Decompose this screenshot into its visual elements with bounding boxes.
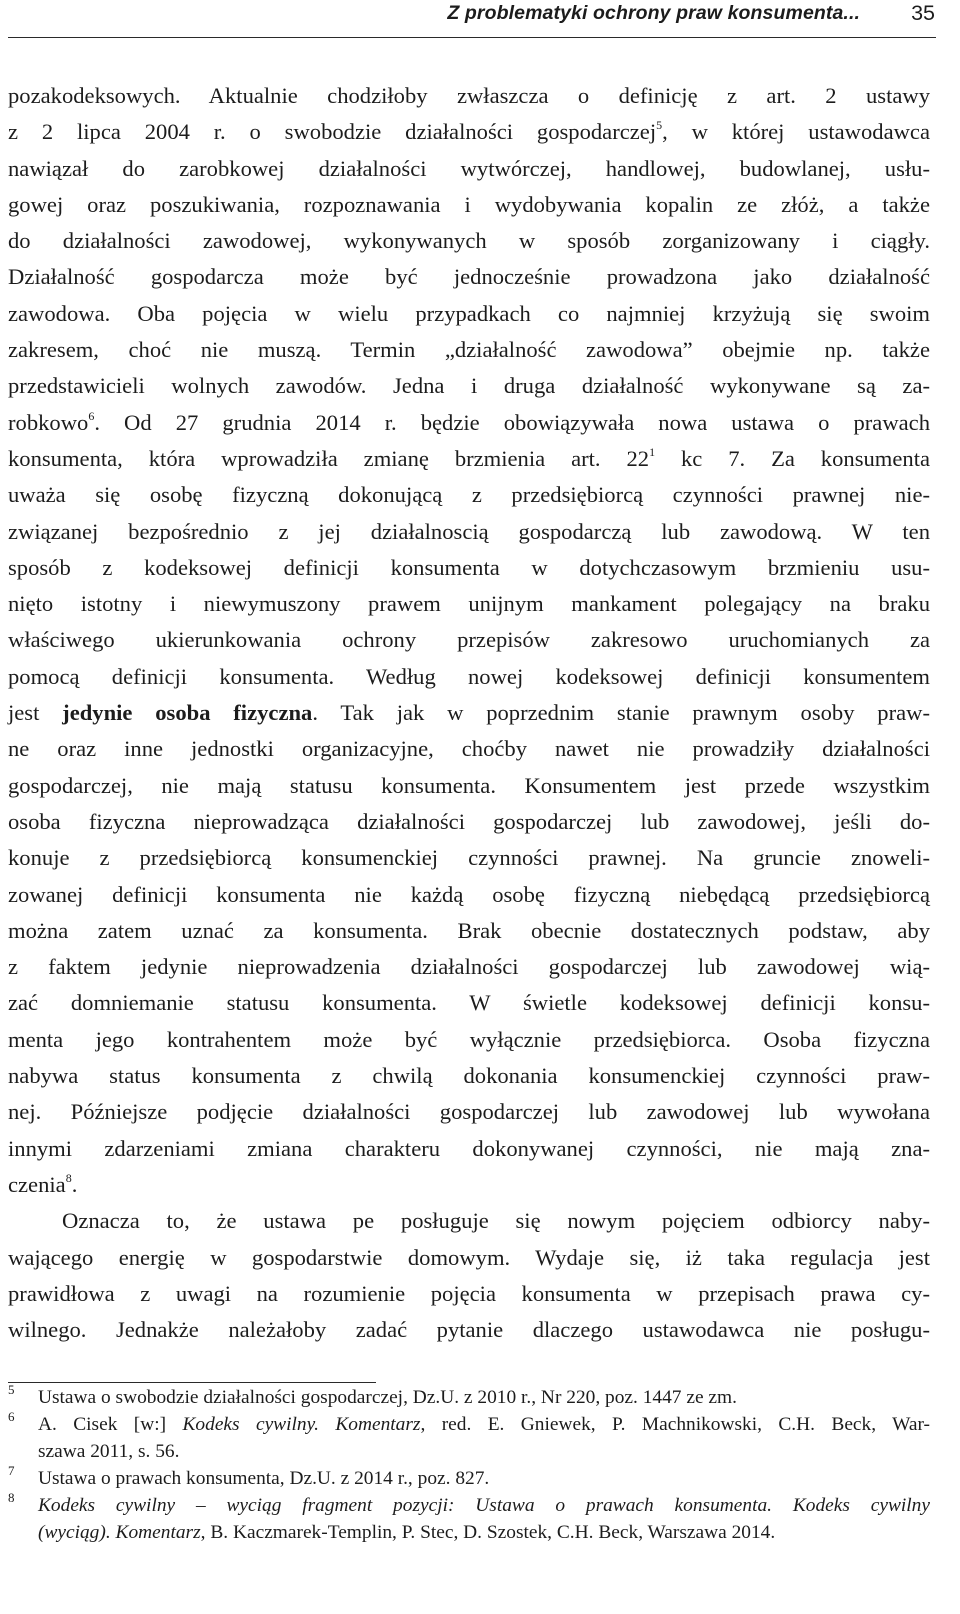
text-line: innymi zdarzeniami zmiana charakteru dokonywanej czynności, nie mają zna- xyxy=(8,1135,930,1161)
footnote-6: 6 A. Cisek [w:] Kodeks cywilny. Komentarz, red. E. Gniewek, P. Machnikowski, C.H. Beck, War- xyxy=(8,1409,930,1435)
footnote-8: 8 Kodeks cywilny – wyciąg fragment pozycji: Ustawa o prawach konsumenta. Kodeks cywilny xyxy=(8,1490,930,1516)
text-line: prawidłowa z uwagi na rozumienie pojęcia konsumenta w przepisach prawa cy- xyxy=(8,1280,930,1306)
page-number: 35 xyxy=(911,1,935,25)
page-header xyxy=(8,0,936,38)
footnote-number: 5 xyxy=(8,1382,15,1397)
text-line: osoba fizyczna nieprowadząca działalności gospodarczej lub zawodowej, jeśli do- xyxy=(8,808,930,834)
text-line: zawodowa. Oba pojęcia w wielu przypadkach co najmniej krzyżują się swoim xyxy=(8,300,930,326)
text-line: gospodarczej, nie mają statusu konsumenta. Konsumentem jest przede wszystkim xyxy=(8,772,930,798)
text-line: uważa się osobę fizyczną dokonującą z przedsiębiorcą czynności prawnej nie- xyxy=(8,482,930,508)
footnote-number: 7 xyxy=(8,1463,15,1478)
text-line: konsumenta, która wprowadziła zmianę brzmienia art. $22^1$ kc 7. Za konsumenta xyxy=(8,444,930,471)
body-text xyxy=(8,78,930,1348)
text-line: związanej bezpośrednio z jej działalnoscią gospodarczą lub zawodową. W ten xyxy=(8,518,930,544)
text-line: nięto istotny i niewymuszony prawem unijnym mankament polegający na braku xyxy=(8,591,930,617)
text-line: pomocą definicji konsumenta. Według nowej kodeksowej definicji konsumentem xyxy=(8,663,930,689)
text-line: nabywa status konsumenta z chwilą dokonania konsumenckiej czynności praw- xyxy=(8,1063,930,1089)
footnote-6-cont: szawa 2011, s. 56. xyxy=(38,1441,180,1462)
text-line: wającego energię w gospodarstwie domowym. Wydaje się, iż taka regulacja jest xyxy=(8,1244,930,1270)
text-line: pozakodeksowych. Aktualnie chodziłoby zwłaszcza o definicję z art. 2 ustawy xyxy=(8,83,930,108)
text-line: zać domniemanie statusu konsumenta. W świetle kodeksowej definicji konsu- xyxy=(8,990,930,1016)
footnote-separator xyxy=(8,1382,376,1383)
text-line: robkowo$^6$. Od 27 grudnia 2014 r. będzie obowiązywała nowa ustawa o prawach xyxy=(8,408,930,435)
footnote-ref[interactable]: 8 xyxy=(65,1170,72,1185)
text-line: gowej oraz poszukiwania, rozpoznawania i wydobywania kopalin ze złóż, a także xyxy=(8,191,930,217)
text-line: konuje z przedsiębiorcą konsumenckiej czynności prawnej. Na gruncie znoweli- xyxy=(8,845,930,871)
text-line: nej. Późniejsze podjęcie działalności gospodarczej lub zawodowej lub wywołana xyxy=(8,1099,930,1125)
text-line: jest jedynie osoba fizyczna. Tak jak w poprzednim stanie prawnym osoby praw- xyxy=(8,700,930,726)
text-line: z 2 lipca 2004 r. o swobodzie działalności gospodarczej$^5$, w której ustawodawca xyxy=(8,118,930,145)
text-line: właściwego ukierunkowania ochrony przepisów zakresowo uruchomianych za xyxy=(8,627,930,653)
text-line: można zatem uznać za konsumenta. Brak obecnie dostatecznych podstaw, aby xyxy=(8,917,930,943)
text-line: Oznacza to, że ustawa pe posługuje się nowym pojęciem odbiorcy naby- xyxy=(62,1208,930,1234)
text-line: do działalności zawodowej, wykonywanych w sposób zorganizowany i ciągły. xyxy=(8,228,930,254)
footnote-8-cont: (wyciąg). Komentarz, B. Kaczmarek-Templin, P. Stec, D. Szostek, C.H. Beck, Warszawa 2014. xyxy=(38,1522,776,1543)
text-line: wilnego. Jednakże należałoby zadać pytanie dlaczego ustawodawca nie posługu- xyxy=(8,1317,930,1343)
text-line: zowanej definicji konsumenta nie każdą osobę fizyczną niebędącą przedsiębiorcą xyxy=(8,881,930,907)
bold-phrase: jedynie osoba fizyczna xyxy=(62,700,313,726)
footnote-ref[interactable]: 5 xyxy=(656,118,663,133)
text-line: czenia$^8$. xyxy=(8,1170,78,1197)
footnote-7: 7 Ustawa o prawach konsumenta, Dz.U. z 2014 r., poz. 827. xyxy=(8,1463,490,1489)
footnote-5: 5 Ustawa o swobodzie działalności gospodarczej, Dz.U. z 2010 r., Nr 220, poz. 1447 ze zm. xyxy=(8,1382,737,1408)
footnote-number: 8 xyxy=(8,1490,15,1505)
text-line: z faktem jedynie nieprowadzenia działalności gospodarczej lub zawodowej wią- xyxy=(8,954,930,980)
superscript: 1 xyxy=(649,444,656,459)
footnotes xyxy=(8,1384,930,1546)
text-line: przedstawicieli wolnych zawodów. Jedna i druga działalność wykonywane są za- xyxy=(8,373,930,399)
text-line: ne oraz inne jednostki organizacyjne, choćby nawet nie prowadziły działalności xyxy=(8,736,930,762)
text-line: nawiązał do zarobkowej działalności wytwórczej, handlowej, budowlanej, usłu- xyxy=(8,155,930,181)
footnote-ref[interactable]: 6 xyxy=(88,408,95,423)
text-line: zakresem, choć nie muszą. Termin „działalność zawodowa” obejmie np. także xyxy=(8,337,930,363)
running-title: Z problematyki ochrony praw konsumenta... xyxy=(447,2,860,24)
text-line: sposób z kodeksowej definicji konsumenta w dotychczasowym brzmieniu usu- xyxy=(8,554,930,580)
text-line: Działalność gospodarcza może być jednocześnie prowadzona jako działalność xyxy=(8,264,930,290)
footnote-number: 6 xyxy=(8,1409,15,1424)
text-line: menta jego kontrahentem może być wyłącznie przedsiębiorca. Osoba fizyczna xyxy=(8,1026,930,1052)
